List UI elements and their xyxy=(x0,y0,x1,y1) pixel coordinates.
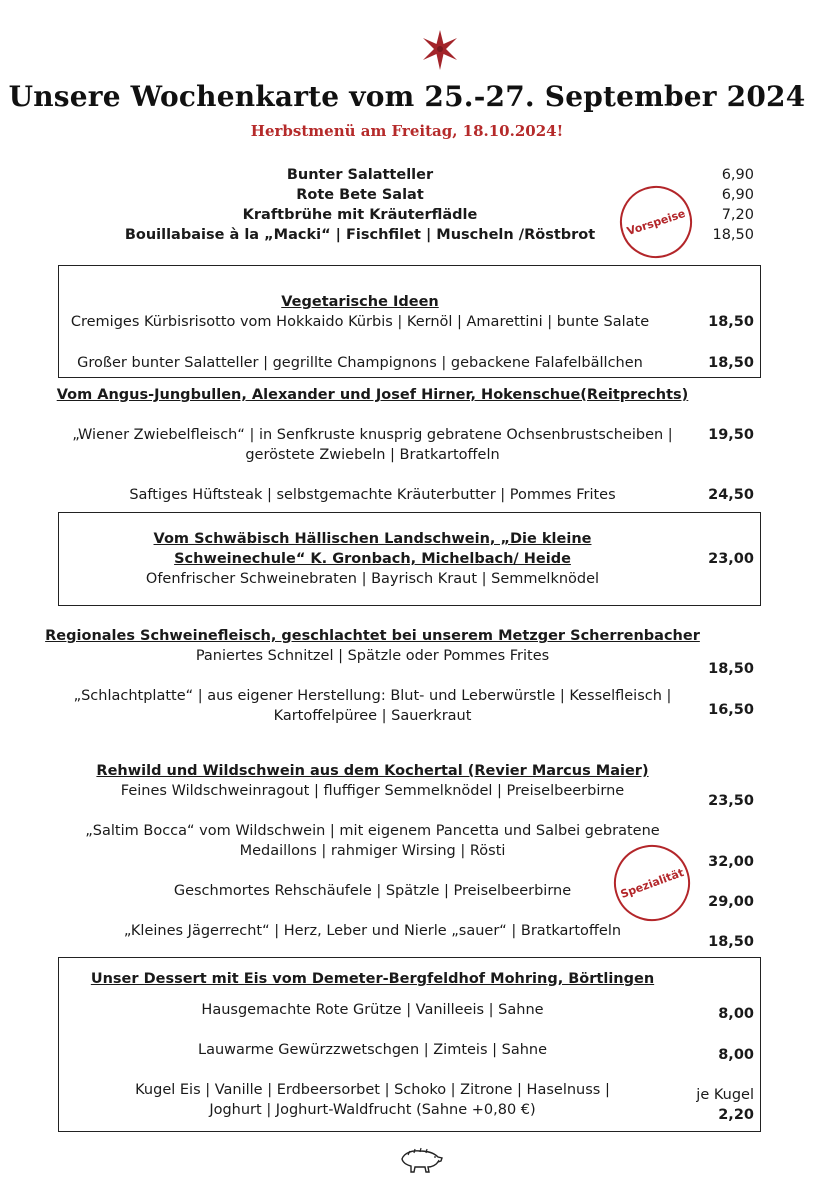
regional-price: 18,50 xyxy=(708,661,754,677)
page-subtitle: Herbstmenü am Freitag, 18.10.2024! xyxy=(250,122,564,140)
regional-item-line: Kartoffelpüree | Sauerkraut xyxy=(273,708,472,724)
angus-item-line: geröstete Zwiebeln | Bratkartoffeln xyxy=(245,447,500,463)
vegetarian-price: 18,50 xyxy=(708,314,754,330)
starter-price: 6,90 xyxy=(721,187,754,203)
wild-price: 32,00 xyxy=(708,854,754,870)
wild-price: 23,50 xyxy=(708,793,754,809)
starter-item: Rote Bete Salat xyxy=(296,187,424,203)
dessert-price: 2,20 xyxy=(718,1107,754,1123)
vegetarian-heading: Vegetarische Ideen xyxy=(281,294,439,310)
starter-item: Bouillabaise à la „Macki“ | Fischfilet | Muscheln /Röstbrot xyxy=(124,227,596,243)
vegetarian-item: Großer bunter Salatteller | gegrillte Champignons | gebackene Falafelbällchen xyxy=(77,355,643,371)
landschwein-price: 23,00 xyxy=(708,551,754,567)
regional-item: Paniertes Schnitzel | Spätzle oder Pommes Frites xyxy=(195,648,550,664)
regional-item-line: „Schlachtplatte“ | aus eigener Herstellung: Blut- und Leberwürstle | Kesselfleisch | xyxy=(73,688,672,704)
angus-price: 24,50 xyxy=(708,487,754,503)
vegetarian-item: Cremiges Kürbisrisotto vom Hokkaido Kürbis | Kernöl | Amarettini | bunte Salate xyxy=(70,314,650,330)
wild-item-line: „Saltim Bocca“ vom Wildschwein | mit eigenem Pancetta und Salbei gebratene xyxy=(85,823,660,839)
regional-price: 16,50 xyxy=(708,702,754,718)
dessert-price: 8,00 xyxy=(718,1006,754,1022)
vorspeise-stamp-label: Vorspeise xyxy=(625,206,687,238)
angus-price: 19,50 xyxy=(708,427,754,443)
wild-item-line: Medaillons | rahmiger Wirsing | Rösti xyxy=(239,843,506,859)
starter-price: 7,20 xyxy=(721,207,754,223)
dessert-item: Hausgemachte Rote Grütze | Vanilleeis | Sahne xyxy=(201,1002,544,1018)
starter-item: Kraftbrühe mit Kräuterflädle xyxy=(242,207,478,223)
landschwein-item: Ofenfrischer Schweinebraten | Bayrisch Kraut | Semmelknödel xyxy=(145,571,600,587)
starter-item: Bunter Salatteller xyxy=(286,167,434,183)
wild-price: 29,00 xyxy=(708,894,754,910)
dessert-item-line: Kugel Eis | Vanille | Erdbeersorbet | Schoko | Zitrone | Haselnuss | xyxy=(135,1082,610,1098)
wild-heading: Rehwild und Wildschwein aus dem Kochertal (Revier Marcus Maier) xyxy=(96,763,649,779)
dessert-price: 8,00 xyxy=(718,1047,754,1063)
dessert-price-label: je Kugel xyxy=(696,1087,754,1103)
wild-item: Feines Wildschweinragout | fluffiger Semmelknödel | Preiselbeerbirne xyxy=(120,783,625,799)
angus-item: Saftiges Hüftsteak | selbstgemachte Kräuterbutter | Pommes Frites xyxy=(129,487,616,503)
wild-item: Geschmortes Rehschäufele | Spätzle | Preiselbeerbirne xyxy=(173,883,572,899)
wild-price: 18,50 xyxy=(708,934,754,950)
dessert-item: Lauwarme Gewürzzwetschgen | Zimteis | Sahne xyxy=(197,1042,548,1058)
boar-icon xyxy=(398,1145,444,1175)
landschwein-heading: Vom Schwäbisch Hällischen Landschwein, „Die kleine xyxy=(153,531,592,547)
page-title: Unsere Wochenkarte vom 25.-27. September 2024 xyxy=(8,80,806,113)
dessert-item-line: Joghurt | Joghurt-Waldfrucht (Sahne +0,80 €) xyxy=(209,1102,536,1118)
dessert-heading: Unser Dessert mit Eis vom Demeter-Bergfeldhof Mohring, Börtlingen xyxy=(90,971,655,987)
angus-heading: Vom Angus-Jungbullen, Alexander und Josef Hirner, Hokenschue(Reitprechts) xyxy=(56,387,689,403)
spezialitaet-stamp-label: Spezialität xyxy=(618,865,686,901)
starter-price: 6,90 xyxy=(721,167,754,183)
vegetarian-price: 18,50 xyxy=(708,355,754,371)
angus-item-line: „Wiener Zwiebelfleisch“ | in Senfkruste knusprig gebratene Ochsenbrustscheiben | xyxy=(72,427,673,443)
wild-item: „Kleines Jägerrecht“ | Herz, Leber und Nierle „sauer“ | Bratkartoffeln xyxy=(123,923,622,939)
starter-price: 18,50 xyxy=(712,227,754,243)
landschwein-heading: Schweinechule“ K. Gronbach, Michelbach/ Heide xyxy=(174,551,571,567)
regional-heading: Regionales Schweinefleisch, geschlachtet bei unserem Metzger Scherrenbacher xyxy=(45,628,700,644)
star-logo-icon xyxy=(419,28,461,72)
